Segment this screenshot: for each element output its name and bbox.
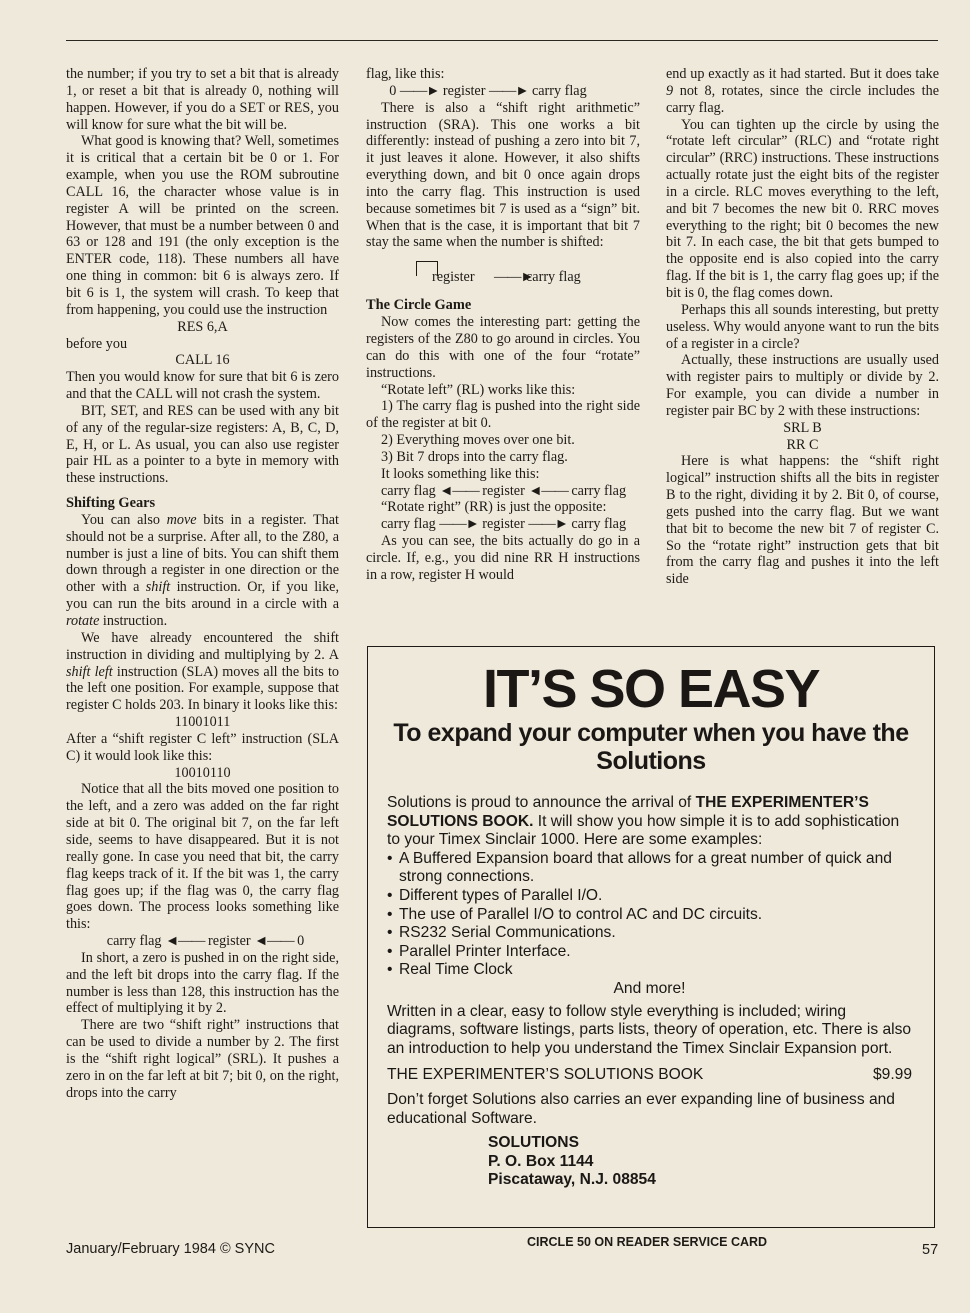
list-item: • The use of Parallel I/O to control AC and DC circuits.: [387, 905, 763, 923]
bullet-icon: •: [387, 905, 393, 923]
paragraph: Here is what happens: the “shift right logical” instruction shifts all the bits in register B to the right, dividing it by 2. Bit 0, of course, gets pushed into the carry flag. But we want that bit to become the new bit 7 of register C. So the “rotate right” instruction gets that bit from the carry flag and pushes it into the left side: [666, 453, 939, 588]
ad-subheadline: To expand your computer when you have the Solutions: [393, 719, 909, 775]
company-name: SOLUTIONS: [488, 1134, 579, 1152]
paragraph: It looks something like this:: [381, 465, 540, 482]
paragraph: the number; if you try to set a bit that is already 1, or reset a bit that is already 0, nothing will happen. However, if you do a SET or RES, you will know for sure what the bit will be.: [66, 66, 339, 133]
binary-value: 11001011: [174, 714, 231, 731]
paragraph: end up exactly as it had started. But it does take 9 not 8, rotates, since the circle includes the carry flag.: [666, 66, 939, 116]
ad-intro: Solutions is proud to announce the arrival of THE EXPERIMENTER’S SOLUTIONS BOOK. It will show you how simple it is to add sophistication to your Timex Sinclair 1000. Here are some examples:: [387, 794, 900, 849]
paragraph: BIT, SET, and RES can be used with any bit of any of the regular-size registers: A, B, C, D, E, H, or L. As usual, you can also use register pair HL as a pointer to a byte in memory with these instructions.: [66, 402, 339, 487]
list-item: • Different types of Parallel I/O.: [387, 886, 603, 904]
code-line: RES 6,A: [177, 318, 228, 335]
section-heading-circle-game: The Circle Game: [366, 297, 472, 314]
ad-and-more: And more!: [613, 979, 686, 997]
paragraph: Now comes the interesting part: getting the registers of the Z80 to go around in circles. You can do this with one of the four “rotate” instructions.: [366, 314, 640, 381]
book-price: $9.99: [872, 1066, 912, 1084]
rl-diagram: carry flag ◄—— register ◄—— carry flag: [381, 482, 627, 499]
book-title: THE EXPERIMENTER’S SOLUTIONS BOOK: [387, 1066, 704, 1084]
sra-diagram: register ——► carry flag: [366, 255, 640, 289]
list-item: • A Buffered Expansion board that allows for a great number of quick and strong connections.: [387, 849, 892, 886]
paragraph: After a “shift register C left” instruction (SLA C) it would look like this:: [66, 730, 339, 764]
paragraph: We have already encountered the shift instruction in dividing and multiplying by 2. A shift left instruction (SLA) moves all the bits to the left one position. For example, suppose that register C holds 203. In binary it looks like this:: [66, 629, 340, 714]
paragraph: “Rotate left” (RL) works like this:: [381, 381, 576, 398]
city-line: Piscataway, N.J. 08854: [488, 1171, 656, 1189]
ad-headline: IT’S SO EASY: [482, 659, 820, 719]
paragraph: You can tighten up the circle by using the “rotate left circular” (RLC) and “rotate right circular” (RRC) instructions. These instructions actually rotate just the eight bits of the register in a circle. RLC moves everything to the left, and bit 7 becomes the new bit 0. RRC moves everything to the right; bit 0 becomes the new bit 7. In each case, the bit that gets bumped to the opposite end is also copied into the carry flag. If the bit is 1, the carry flag goes up; if the bit is 0, the flag comes down.: [666, 116, 939, 301]
ad-book-line: [387, 1066, 912, 1085]
paragraph: In short, a zero is pushed in on the right side, and the left bit drops into the carry flag. If the number is less than 128, this instruction has the effect of multiplying it by 2.: [66, 949, 339, 1017]
ad-dont-forget: Don’t forget Solutions also carries an ever expanding line of business and educational Software.: [387, 1090, 895, 1127]
po-box: P. O. Box 1144: [488, 1152, 594, 1170]
list-item: • Parallel Printer Interface.: [387, 942, 571, 960]
rr-diagram: carry flag ——► register ——► carry flag: [381, 516, 627, 533]
bullet-icon: •: [387, 942, 393, 960]
paragraph: There are two “shift right” instructions that can be used to divide a number by 2. The first is the “shift right logical” (SRL). It pushes a zero in on the far left at bit 7; bit 0, on the right, drops into the carry: [66, 1017, 339, 1101]
paragraph: Then you would know for sure that bit 6 is zero and that the CALL will not crash the system.: [66, 369, 339, 403]
paragraph: Perhaps this all sounds interesting, but pretty useless. Why would anyone want to run the bits of a register in a circle?: [666, 301, 939, 352]
section-heading-shifting-gears: Shifting Gears: [66, 495, 156, 512]
paragraph: As you can see, the bits actually do go in a circle. If, e.g., you did nine RR H instructions in a row, register H would: [366, 533, 640, 583]
code-line: RR C: [786, 436, 819, 453]
shift-left-diagram: carry flag ◄—— register ◄—— 0: [106, 933, 305, 950]
binary-value: 10010110: [174, 764, 231, 781]
left-arrow-icon: ◄——: [439, 482, 479, 499]
paragraph: 2) Everything moves over one bit.: [381, 432, 575, 449]
ad-address: [488, 1134, 912, 1190]
left-arrow-icon: ◄——: [165, 933, 205, 950]
paragraph: “Rotate right” (RR) is just the opposite:: [381, 499, 607, 516]
ad-body: [387, 794, 912, 1190]
solutions-advertisement: [367, 646, 935, 1228]
list-item: • Real Time Clock: [387, 961, 513, 979]
article-column-1: [66, 66, 339, 1101]
paragraph: You can also move bits in a register. That should not be a surprise. After all, to the Z80, a number is just a line of bits. You can shift them down through a register in one direction or the other with a shift instruction. Or, if you like, you can run the bits around in a circle with a rotate instruction.: [66, 511, 340, 629]
bullet-icon: •: [387, 924, 393, 942]
code-line: CALL 16: [175, 352, 230, 369]
reader-service-note: CIRCLE 50 ON READER SERVICE CARD: [527, 1235, 768, 1249]
left-arrow-icon: ◄——: [528, 482, 568, 499]
right-arrow-icon: ——►: [494, 269, 534, 286]
ad-description: Written in a clear, easy to follow style everything is included; wiring diagrams, software listings, parts lists, theory of operation, etc. There is also an introduction to help you understand the Timex Sinclair Expansion port.: [387, 1002, 912, 1057]
article-column-3: [666, 66, 939, 588]
right-arrow-icon: ——►: [399, 82, 440, 99]
paragraph: 1) The carry flag is pushed into the right side of the register at bit 0.: [366, 398, 640, 432]
bullet-icon: •: [387, 886, 393, 904]
article-column-2: [366, 66, 640, 584]
paragraph: What good is knowing that? Well, sometimes it is critical that a certain bit be 0 or 1. For example, when you use the ROM subroutine CALL 16, the character whose value is in register A will be printed on the screen. However, that must be a number between 0 and 63 or 128 and 191 (the only exception is the ENTER code, 118). These numbers all have one thing in common: bit 6 is always zero. If bit 6 is 1, the system will crash. To keep that from happening, you could use the instruction: [66, 133, 339, 318]
ad-feature-list: [387, 850, 912, 980]
page-number: 57: [922, 1242, 939, 1258]
bullet-icon: •: [387, 961, 393, 979]
paragraph: Actually, these instructions are usually used with register pairs to multiply or divide by 2. For example, you can divide a number in register pair BC by 2 with these instructions:: [666, 352, 939, 419]
left-arrow-icon: ◄——: [254, 933, 294, 950]
right-arrow-icon: ——►: [488, 82, 529, 99]
list-item: • RS232 Serial Communications.: [387, 924, 616, 942]
right-arrow-icon: ——►: [528, 516, 568, 533]
paragraph: There is also a “shift right arithmetic” instruction (SRA). This one works a bit differently: instead of pushing a zero into bit 7, it just leaves it alone. However, it also shifts everything down, and bit 0 once again drops into the carry flag. This instruction is used because sometimes bit 7 is used as a “sign” bit. When that is the case, it is important that bit 7 stay the same when the number is shifted:: [366, 99, 640, 251]
issue-credit: January/February 1984 © SYNC: [66, 1241, 275, 1257]
code-line: SRL B: [783, 419, 822, 436]
right-arrow-icon: ——►: [439, 516, 479, 533]
paragraph: before you: [66, 335, 128, 352]
paragraph: flag, like this:: [366, 66, 445, 82]
paragraph: Notice that all the bits moved one position to the left, and a zero was added on the far right side at bit 0. The original bit 7, on the far left side, seems to have disappeared. But it is not really gone. In case you need that bit, the carry flag keeps track of it. If the bit was 1, the carry flag goes up; if the flag was 0, the carry flag goes down. The process looks something like this:: [66, 781, 339, 933]
paragraph: 3) Bit 7 drops into the carry flag.: [381, 448, 568, 465]
bullet-icon: •: [387, 849, 393, 867]
srl-diagram: 0 ——► register ——► carry flag: [389, 82, 587, 99]
top-rule: [66, 40, 938, 41]
